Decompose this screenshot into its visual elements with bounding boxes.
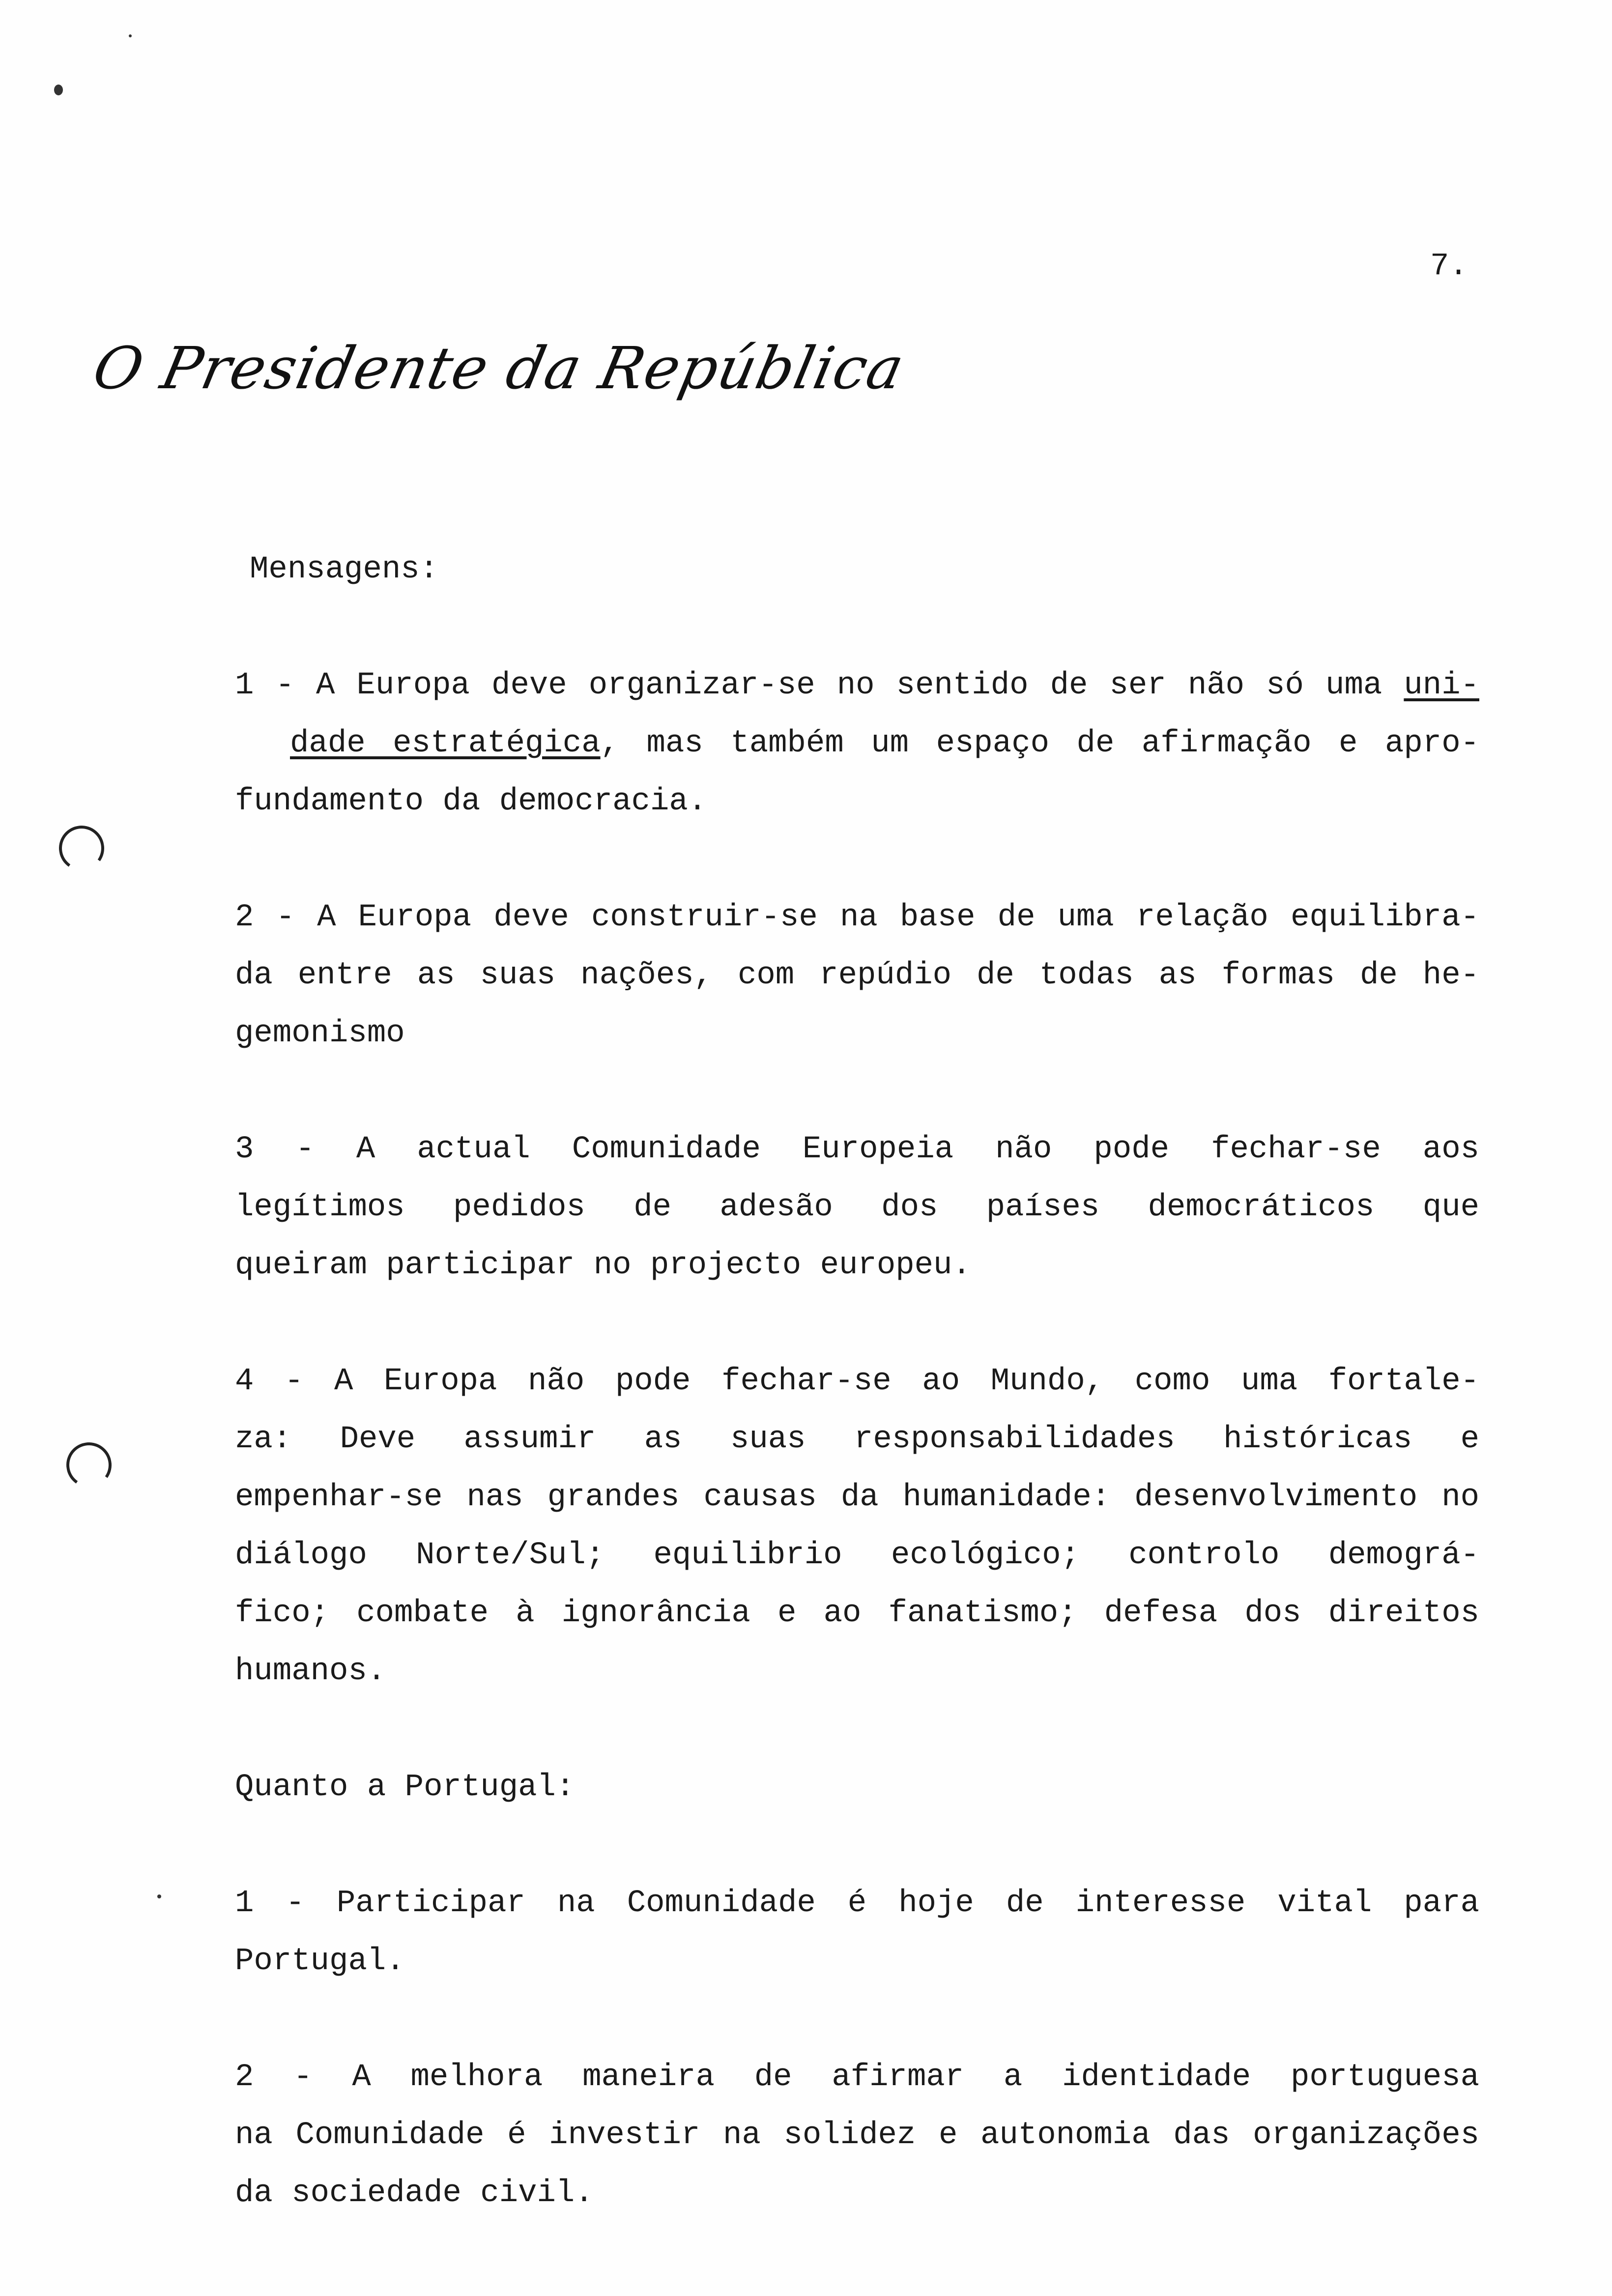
text-line: 1 - Participar na Comunidade é hoje de interesse vital para <box>235 1886 1479 1921</box>
message-item-3 <box>235 1120 1479 1294</box>
text-line: 2 - A melhora maneira de afirmar a identidade portuguesa <box>235 2060 1479 2095</box>
text-line: fico; combate à ignorância e ao fanatismo; defesa dos direitos <box>235 1596 1479 1631</box>
text-line: da entre as suas nações, com repúdio de todas as formas de he- <box>235 958 1479 993</box>
text-line: 2 - A Europa deve construir-se na base de uma relação equilibra- <box>235 900 1479 935</box>
text-line: 4 - A Europa não pode fechar-se ao Mundo, como uma fortale- <box>235 1364 1479 1399</box>
text-line: na Comunidade é investir na solidez e autonomia das organizações <box>235 2118 1479 2153</box>
text-line: za: Deve assumir as suas responsabilidades históricas e <box>235 1422 1479 1457</box>
portugal-item-2 <box>235 2048 1479 2222</box>
page-number: 7. <box>1430 249 1468 284</box>
text-line: legítimos pedidos de adesão dos países democráticos que <box>235 1190 1479 1225</box>
scan-speck <box>129 34 132 37</box>
punch-hole-top <box>56 822 108 875</box>
text-line: fundamento da democracia. <box>235 784 707 819</box>
letterhead-signature: O Presidente da República <box>87 334 911 402</box>
text-line: 1 - A Europa deve organizar-se no sentido de ser não só uma uni- <box>235 668 1479 703</box>
portugal-item-1 <box>235 1874 1479 1990</box>
scan-speck <box>54 85 63 95</box>
text-line: humanos. <box>235 1654 386 1689</box>
text-line: diálogo Norte/Sul; equilibrio ecológico; controlo demográ- <box>235 1538 1479 1573</box>
text-line: dade estratégica, mas também um espaço de afirmação e apro- <box>290 726 1480 761</box>
message-item-1 <box>235 657 1479 831</box>
text-line: gemonismo <box>235 1016 405 1051</box>
portugal-heading: Quanto a Portugal: <box>235 1770 575 1805</box>
punch-hole-bottom <box>63 1439 115 1492</box>
text-line: Portugal. <box>235 1944 405 1979</box>
text-line: 3 - A actual Comunidade Europeia não pode fechar-se aos <box>235 1132 1479 1167</box>
text-line: queiram participar no projecto europeu. <box>235 1248 971 1283</box>
text-line: da sociedade civil. <box>235 2176 594 2211</box>
scan-speck <box>157 1894 161 1898</box>
message-item-2 <box>235 889 1479 1062</box>
messages-heading: Mensagens: <box>250 552 439 587</box>
document-body <box>235 541 1479 2280</box>
text-line: empenhar-se nas grandes causas da humanidade: desenvolvimento no <box>235 1480 1479 1515</box>
message-item-4 <box>235 1352 1479 1700</box>
